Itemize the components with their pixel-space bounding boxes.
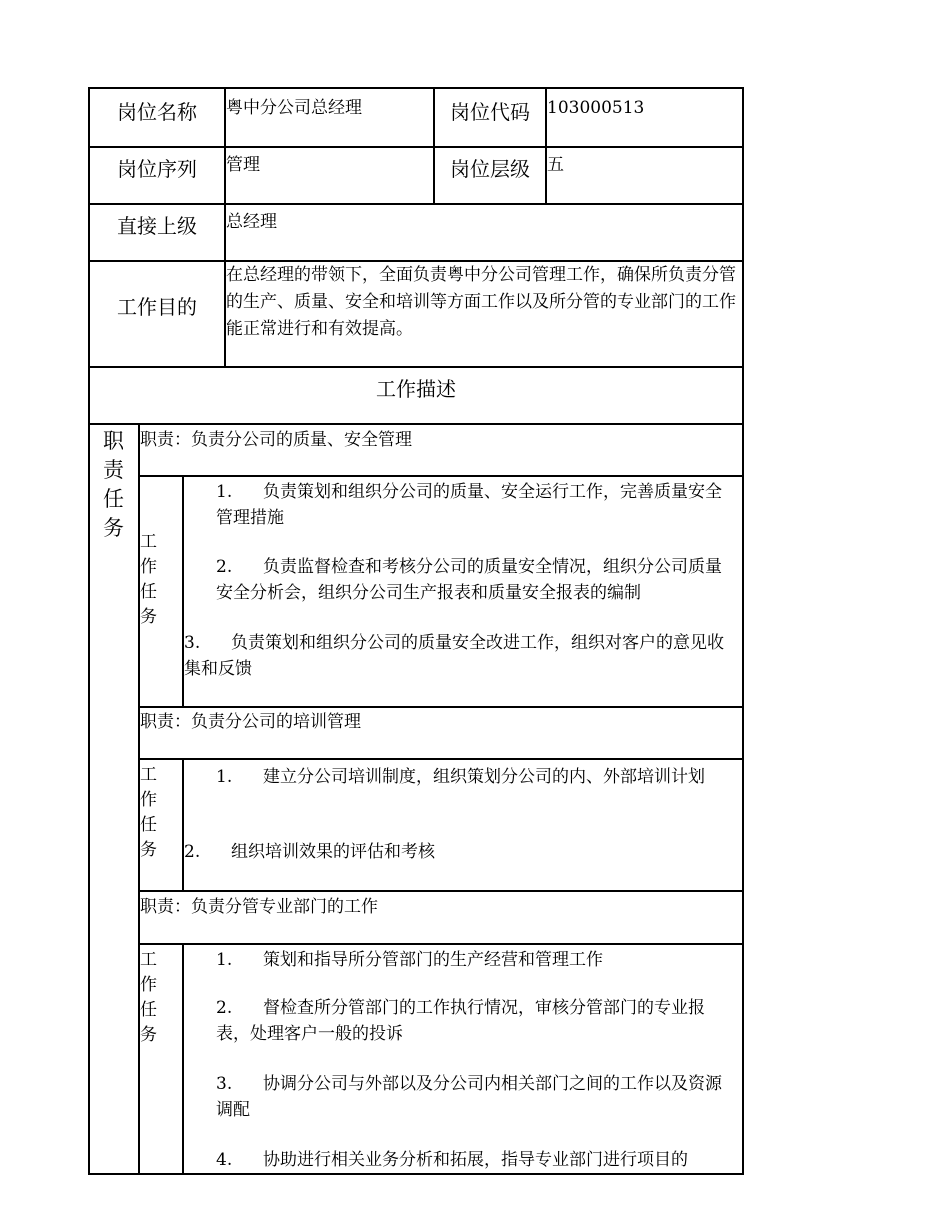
task-number: 4. <box>216 1150 233 1170</box>
task-number: 1. <box>216 482 233 502</box>
task-item <box>184 839 736 865</box>
table-line <box>182 943 184 1174</box>
position-code-value: 103000513 <box>547 98 645 118</box>
task-item <box>216 947 732 973</box>
task-label-1: 工作任务 <box>140 532 157 627</box>
task-text: 建立分公司培训制度，组织策划分公司的内、外部培训计划 <box>263 767 705 787</box>
position-level-value: 五 <box>547 155 564 175</box>
table-line <box>88 87 90 1174</box>
task-number: 3. <box>216 1074 233 1094</box>
table-line <box>88 423 744 425</box>
task-label-2: 工作任务 <box>140 765 157 860</box>
work-purpose-value: 在总经理的带领下，全面负责粤中分公司管理工作，确保所负责分管的生产、质量、安全和培训等方面工作以及所分管的专业部门的工作能正常进行和有效提高。 <box>226 265 736 339</box>
direct-superior-value: 总经理 <box>226 212 277 232</box>
position-sequence-label: 岗位序列 <box>117 157 197 181</box>
task-text: 策划和指导所分管部门的生产经营和管理工作 <box>263 950 603 970</box>
position-code-label: 岗位代码 <box>450 100 530 124</box>
task-item <box>216 1071 732 1123</box>
task-number: 1. <box>216 767 233 787</box>
task-label-3: 工作任务 <box>140 950 157 1045</box>
task-number: 1. <box>216 950 233 970</box>
duty-title-3: 职责：负责分管专业部门的工作 <box>140 897 378 917</box>
task-item <box>216 764 732 790</box>
task-item <box>184 630 736 682</box>
direct-superior-label: 直接上级 <box>117 214 197 238</box>
table-line <box>88 87 744 89</box>
table-line <box>88 1173 744 1175</box>
work-description-title: 工作描述 <box>376 377 456 401</box>
task-number: 2. <box>216 557 233 577</box>
task-text: 协助进行相关业务分析和拓展，指导专业部门进行项目的 <box>263 1150 688 1170</box>
table-line <box>742 87 744 1174</box>
table-line <box>139 706 744 708</box>
task-item <box>216 1147 732 1173</box>
table-line <box>182 758 184 891</box>
task-text: 督检查所分管部门的工作执行情况，审核分管部门的专业报表，处理客户一般的投诉 <box>216 998 705 1044</box>
task-text: 负责策划和组织分公司的质量安全改进工作，组织对客户的意见收集和反馈 <box>184 633 724 679</box>
task-text: 组织培训效果的评估和考核 <box>231 842 435 862</box>
position-level-label: 岗位层级 <box>450 157 530 181</box>
task-item <box>216 479 732 531</box>
duty-task-label: 职责任务 <box>103 429 124 540</box>
table-line <box>139 890 744 892</box>
task-text: 负责策划和组织分公司的质量、安全运行工作，完善质量安全管理措施 <box>216 482 722 528</box>
position-sequence-value: 管理 <box>226 155 260 175</box>
position-name-label: 岗位名称 <box>117 100 197 124</box>
duty-title-1: 职责：负责分公司的质量、安全管理 <box>140 430 412 450</box>
task-text: 负责监督检查和考核分公司的质量安全情况，组织分公司质量安全分析会，组织分公司生产报表和质量安全报表的编制 <box>216 557 722 603</box>
table-line <box>88 203 744 205</box>
task-text: 协调分公司与外部以及分公司内相关部门之间的工作以及资源调配 <box>216 1074 722 1120</box>
duty-title-2: 职责：负责分公司的培训管理 <box>140 712 361 732</box>
table-line <box>139 943 744 945</box>
table-line <box>88 146 744 148</box>
table-line <box>139 758 744 760</box>
task-item <box>216 995 732 1047</box>
task-number: 2. <box>216 998 233 1018</box>
task-item <box>216 554 732 606</box>
task-number: 3. <box>184 633 201 653</box>
work-purpose-label: 工作目的 <box>117 295 197 319</box>
task-number: 2. <box>184 842 201 862</box>
table-line <box>88 366 744 368</box>
table-line <box>139 475 744 477</box>
position-name-value: 粤中分公司总经理 <box>226 98 362 118</box>
